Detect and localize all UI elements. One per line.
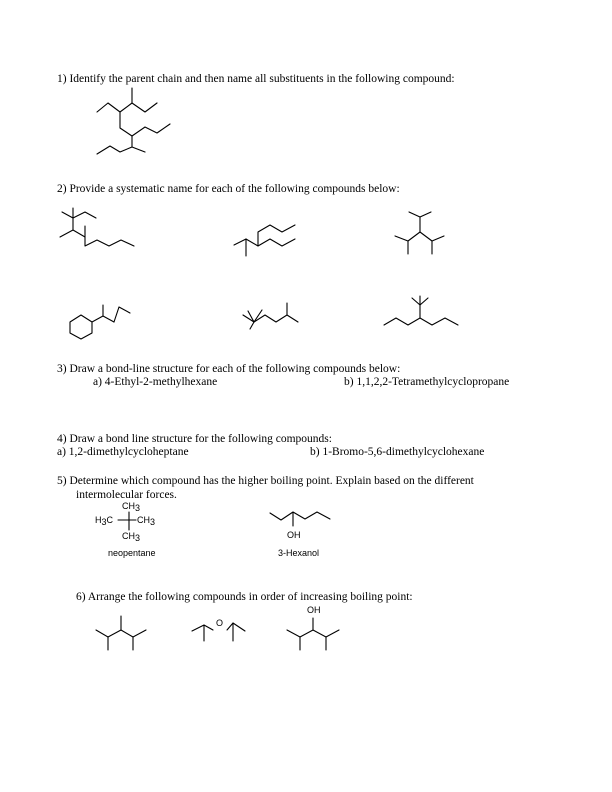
question-5-text-line2: intermolecular forces. bbox=[76, 489, 177, 501]
question-4a: a) 1,2-dimethylcycloheptane bbox=[57, 446, 189, 458]
question-4b: b) 1-Bromo-5,6-dimethylcyclohexane bbox=[310, 446, 485, 458]
question-6-text: 6) Arrange the following compounds in order of increasing boiling point: bbox=[76, 591, 413, 603]
svg-text:CH3: CH3 bbox=[137, 515, 156, 527]
question-2-text: 2) Provide a systematic name for each of the following compounds below: bbox=[57, 183, 400, 195]
q6-molecule-c bbox=[287, 605, 339, 650]
neopentane-label: neopentane bbox=[108, 548, 156, 558]
svg-text:H3C: H3C bbox=[95, 515, 114, 527]
svg-text:OH: OH bbox=[307, 605, 321, 615]
svg-text:CH3: CH3 bbox=[122, 501, 141, 513]
question-3a: a) 4-Ethyl-2-methylhexane bbox=[93, 376, 218, 388]
q6-molecule-a bbox=[96, 616, 146, 650]
hexanol-label: 3-Hexanol bbox=[278, 548, 320, 558]
svg-text:OH: OH bbox=[287, 530, 301, 540]
svg-text:CH3: CH3 bbox=[122, 531, 141, 543]
question-3-text: 3) Draw a bond-line structure for each of the following compounds below: bbox=[57, 363, 401, 375]
svg-text:O: O bbox=[216, 618, 224, 628]
question-5-text-line1: 5) Determine which compound has the higher boiling point. Explain based on the different bbox=[57, 475, 474, 487]
question-1-text: 1) Identify the parent chain and then name all substituents in the following compound: bbox=[57, 73, 455, 85]
q6-molecule-b bbox=[192, 618, 245, 641]
question-3b: b) 1,1,2,2-Tetramethylcyclopropane bbox=[344, 376, 510, 388]
question-4-text: 4) Draw a bond line structure for the following compounds: bbox=[57, 433, 332, 445]
